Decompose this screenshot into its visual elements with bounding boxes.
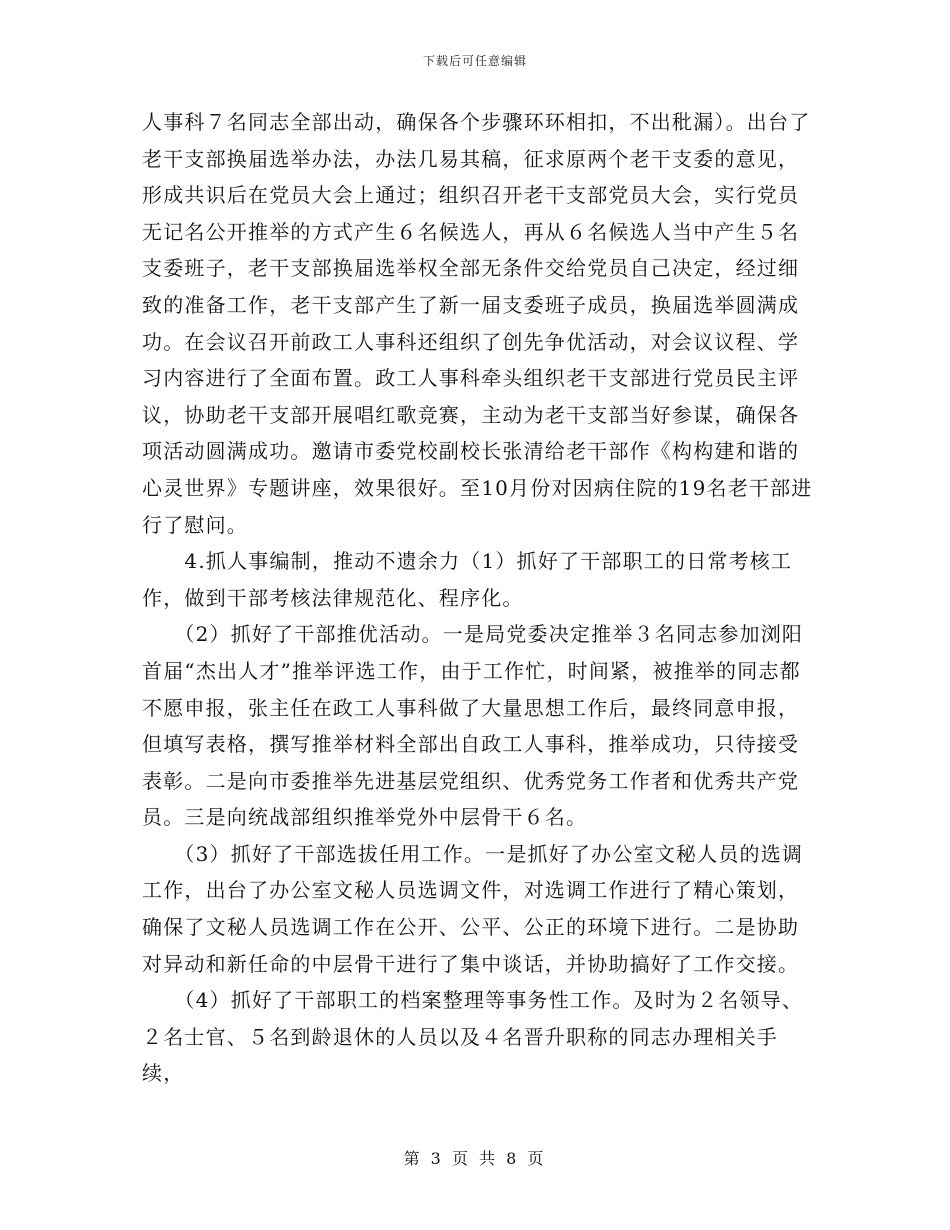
paragraph-4: （3）抓好了干部选拔任用工作。一是抓好了办公室文秘人员的选调工作，出台了办公室文秘人员选调文件，对选调工作进行了精心策划，确保了文秘人员选调工作在公开、公平、公正的环境下进行。二是协助对异动和新任命的中层骨干进行了集中谈话，并协助搞好了工作交接。 <box>142 841 804 976</box>
paragraph-1: 人事科７名同志全部出动，确保各个步骤环环相扣，不出秕漏）。出台了老干支部换届选举办法，办法几易其稿，征求原两个老干支委的意见，形成共识后在党员大会上通过；组织召开老干支部党员大会，实行党员无记名公开推举的方式产生６名候选人，再从６名候选人当中产生５名支委班子，老干支部换届选举权全部无条件交给党员自己决定，经过细致的准备工作，老干支部产生了新一届支委班子成员，换届选举圆满成功。在会议召开前政工人事科还组织了创先争优活动，对会议议程、学习内容进行了全面布置。政工人事科牵头组织老干支部进行党员民主评议，协助老干支部开展唱红歌竞赛，主动为老干支部当好参谋，确保各项活动圆满成功。邀请市委党校副校长张清给老干部作《构构建和谐的心灵世界》专题讲座，效果很好。至10月份对因病住院的19名老干部进行了慰问。 <box>142 110 813 537</box>
page-footer: 第 3 页 共 8 页 <box>403 1149 547 1168</box>
document-body <box>142 104 814 1092</box>
paragraph-5: （4）抓好了干部职工的档案整理等事务性工作。及时为２名领导、２名士官、５名到龄退休的人员以及４名晋升职称的同志办理相关手续， <box>142 988 804 1086</box>
page-header: 下载后可任意编辑 <box>422 54 527 68</box>
paragraph-3: （2）抓好了干部推优活动。一是局党委决定推举３名同志参加浏阳首届“杰出人才”推举评选工作，由于工作忙，时间紧，被推举的同志都不愿申报，张主任在政工人事科做了大量思想工作后，最终同意申报，但填写表格，撰写推举材料全部出自政工人事科，推举成功，只待接受表彰。二是向市委推举先进基层党组织、优秀党务工作者和优秀共产党员。三是向统战部组织推举党外中层骨干６名。 <box>142 622 804 830</box>
paragraph-2: 4.抓人事编制，推动不遗余力（1）抓好了干部职工的日常考核工作，做到干部考核法律规范化、程序化。 <box>142 549 793 610</box>
